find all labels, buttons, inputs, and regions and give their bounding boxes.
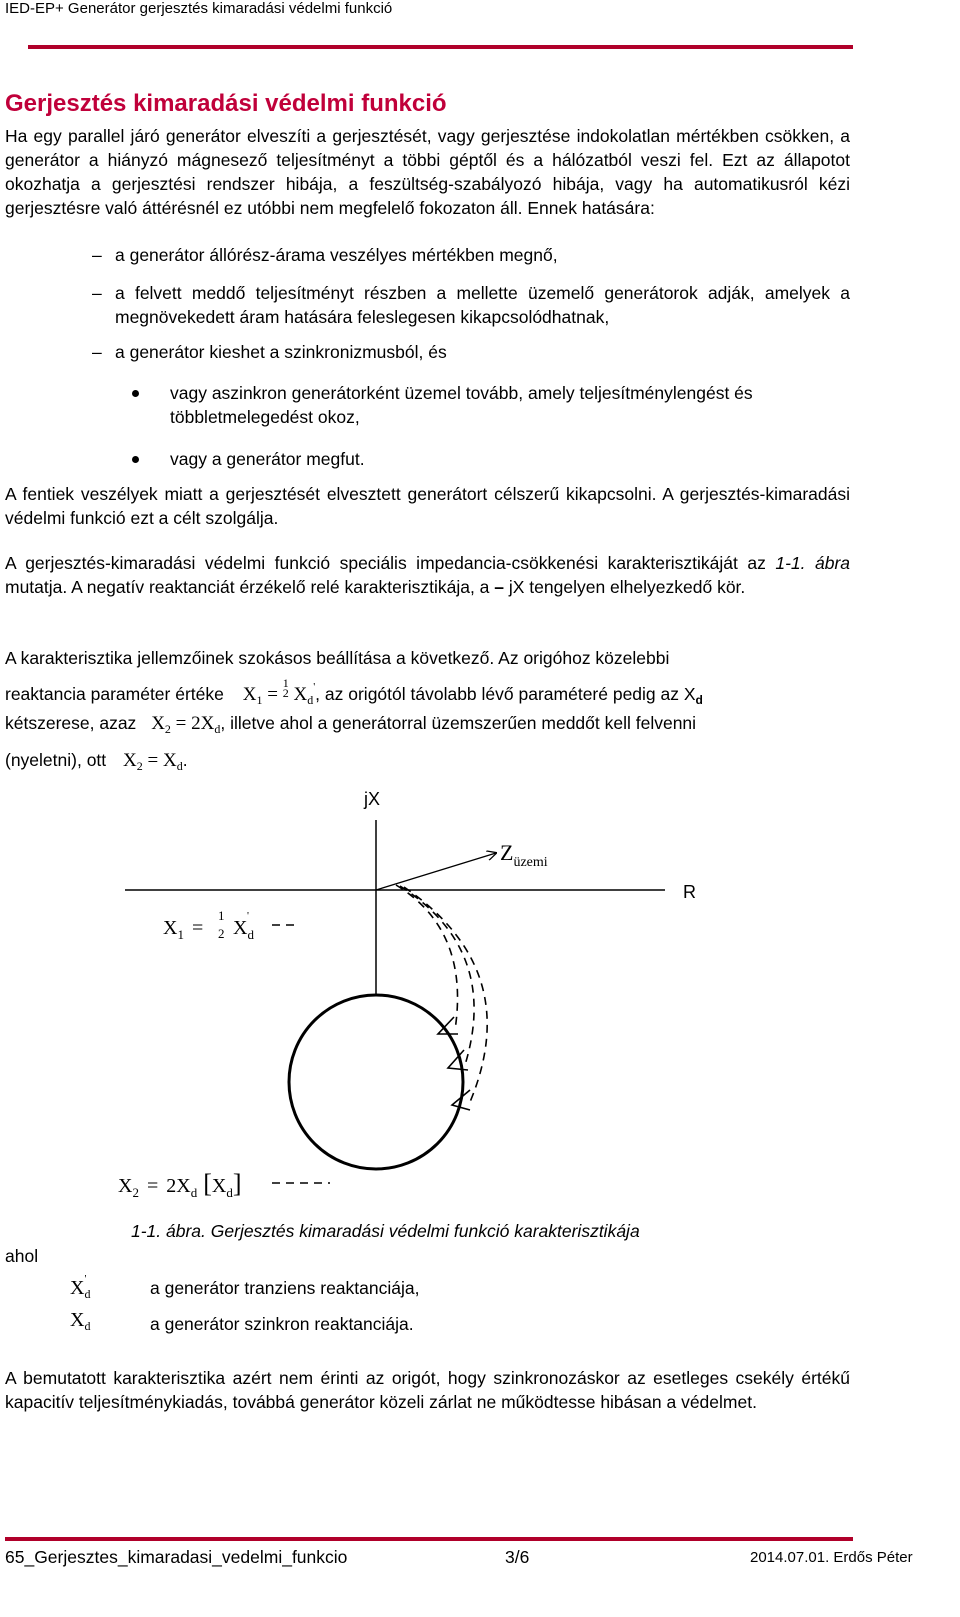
trajectory-2	[400, 886, 474, 1065]
paragraph-4-line-2: reaktancia paraméter értéke $X_1 = 1$ 2 $X_d'$, az origótól távolabb lévő paraméteré pedig az $X_d$	[5, 676, 703, 707]
legend-symbol-xd-prime: $X_d'$	[70, 1273, 91, 1301]
formula-x2: $X_2 = 2X_d$	[151, 713, 221, 736]
footer-date-author: 2014.07.01. Erdős Péter	[750, 1549, 913, 1566]
dash-item-3: – a generátor kieshet a szinkronizmusból, és	[92, 340, 852, 364]
paragraph-5: A bemutatott karakterisztika azért nem érinti az origót, hogy szinkronozáskor az esetleges csekély értékű kapacitív teljesítménykiadás, továbbá generátor közeli zárlat ne működtesse hibásan a védelmet.	[5, 1368, 850, 1412]
dash-item-text: a generátor állórész-árama veszélyes mértékben megnő,	[115, 245, 558, 265]
formula-x1: $X_1 = 1$ 2 $X_d'$	[242, 676, 316, 707]
figure-reference: 1-1. ábra	[775, 553, 851, 573]
formula-x2-eq-xd: $X_2 = X_d$	[123, 750, 183, 773]
paragraph-4-line-1: A karakterisztika jellemzőinek szokásos beállítása a következő. Az origóhoz közelebbi	[5, 648, 670, 668]
x1-xd-label: $X_d'$	[233, 910, 254, 942]
legend-desc-1: a generátor tranziens reaktanciája,	[150, 1278, 420, 1298]
bullet-dot	[132, 456, 139, 463]
x2-label: $X_2 = 2X_d$ $[X_d]$	[118, 1169, 242, 1200]
r-axis-label: R	[683, 882, 696, 902]
bullet-dot	[132, 390, 139, 397]
dash-item-1: – a generátor állórész-árama veszélyes mértékben megnő,	[92, 243, 852, 267]
page-title: Gerjesztés kimaradási védelmi funkció	[5, 90, 447, 117]
dash-item-2: – a felvett meddő teljesítményt részben a mellette üzemelő generátorok adják, amelyek a megnövekedett áram hatására feleslegesen kikapcsolódhatnak,	[92, 283, 850, 327]
x1-half-den: 2	[218, 926, 225, 941]
x1-half-num: 1	[218, 908, 225, 923]
dash-item-text: a felvett meddő teljesítményt részben a mellette üzemelő generátorok adják, amelyek a megnövekedett áram hatására feleslegesen kikapcsolódhatnak,	[115, 283, 850, 327]
bullet-item-text: vagy a generátor megfut.	[170, 449, 365, 469]
z-uzemi-label: $Z_{üzemi}$	[500, 840, 548, 870]
paragraph-4-line-3: kétszerese, azaz $X_2 = 2X_d$, illetve ahol a generátorral üzemszerűen meddőt kell felvenni	[5, 713, 697, 736]
z-uzemi-vector	[376, 853, 496, 890]
paragraph-2: A fentiek veszélyek miatt a gerjesztését elvesztett generátort célszerű kikapcsolni. A gerjesztés-kimaradási védelmi funkció ezt a célt szolgálja.	[5, 484, 850, 528]
legend-desc-2: a generátor szinkron reaktanciája.	[150, 1314, 414, 1334]
bullet-item-1	[130, 381, 852, 429]
figure-caption: 1-1. ábra. Gerjesztés kimaradási védelmi funkció karakterisztikája	[131, 1221, 640, 1241]
header-rule	[28, 45, 853, 49]
footer-filename: 65_Gerjesztes_kimaradasi_vedelmi_funkcio	[5, 1547, 348, 1567]
dash-item-text: a generátor kieshet a szinkronizmusból, és	[115, 342, 447, 362]
intro-paragraph: Ha egy parallel járó generátor elveszíti a gerjesztését, vagy gerjesztése indokolatlan mértékben csökken, a generátor a hiányzó mágnesező teljesítményt a többi géptől és a hálózatból veszi fel. Ezt az állapotot okozhatja a gerjesztési rendszer hibája, a feszültség-szabályozó hibája, vagy ha automatikusról kézi gerjesztésre való áttérésnél ez utóbbi nem megfelelő fokozaton áll. Ennek hatására:	[5, 126, 850, 218]
footer-rule	[5, 1537, 853, 1541]
characteristic-diagram	[0, 780, 960, 1220]
bullet-item-2	[130, 447, 852, 471]
characteristic-circle	[289, 995, 463, 1169]
trajectory-3	[404, 887, 487, 1102]
page-header-title: IED-EP+ Generátor gerjesztés kimaradási védelmi funkció	[5, 0, 393, 17]
jx-axis-label: jX	[364, 789, 381, 809]
legend-symbol-xd: $X_d$	[70, 1309, 91, 1333]
bullet-item-text: vagy aszinkron generátorként üzemel tovább, amely teljesítménylengést és többletmelegedést okoz,	[170, 383, 753, 427]
paragraph-3: A gerjesztés-kimaradási védelmi funkció speciális impedancia-csökkenési karakterisztikáját az 1-1. ábra mutatja. A negatív reaktanciát érzékelő relé karakterisztikája, a – jX tengelyen elhelyezkedő kör.	[5, 553, 851, 597]
ahol-label: ahol	[5, 1246, 39, 1266]
footer-page-number: 3/6	[505, 1547, 530, 1567]
paragraph-4-line-4: (nyeletni), ott $X_2 = X_d$.	[5, 750, 188, 773]
x1-label: $X_1$ =	[163, 917, 204, 942]
